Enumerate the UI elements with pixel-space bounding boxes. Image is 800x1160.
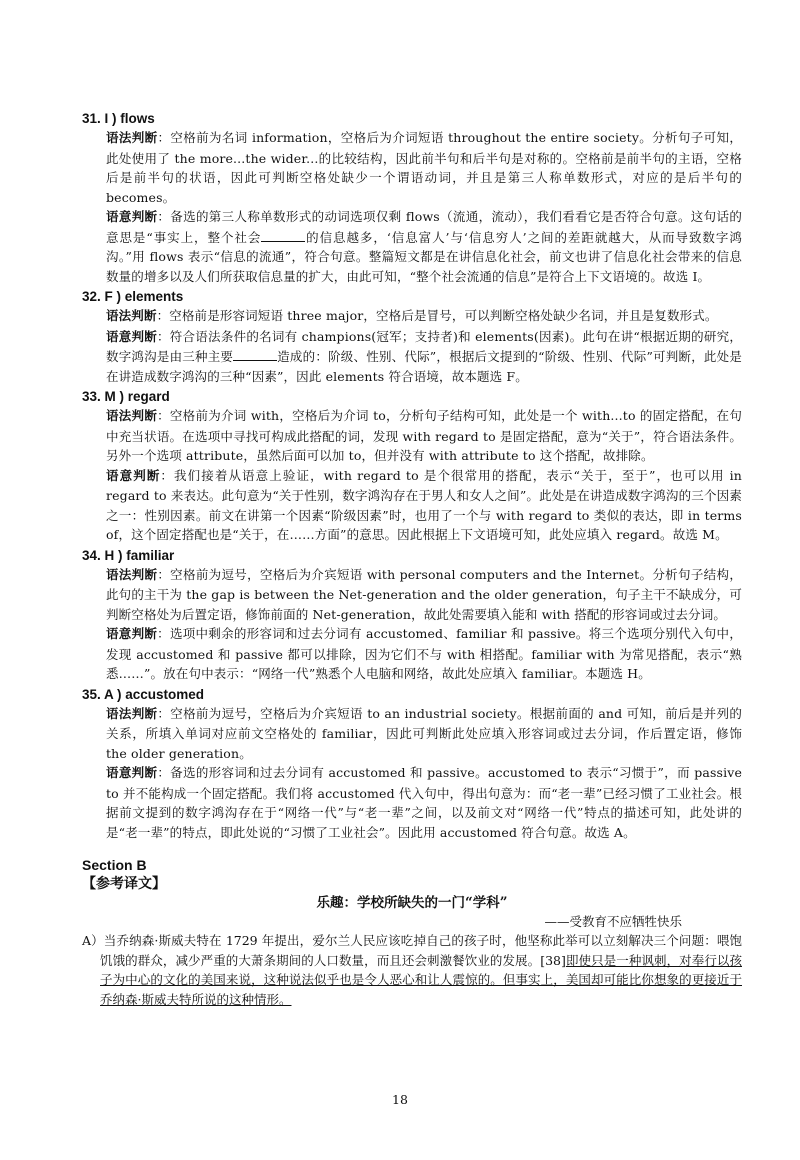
label: 语法判断 <box>106 567 158 582</box>
answer-heading: 34. H ) familiar <box>82 547 175 563</box>
text: ：备选的形容词和过去分词有 accustomed 和 passive。accustomed to 表示“习惯于”，而 passive to 并不能构成一个固定搭配。我们将 accustomed 代入句中，得出句意为：而“老一辈”已经习惯了工业社会。根据前文提到的数字鸿沟存在于“网络一代”与“老一辈”之间，以及前文对“网络一代”特点的描述可知，此处讲的是“老一辈”的特点，即此处说的“习惯了工业社会”。因此用 accustomed 符合句意。故选 A。 <box>106 765 742 840</box>
text: ：我们接着从语意上验证，with regard to 是个很常用的搭配，表示“关于，至于”，也可以用 in regard to 来表达。此句意为“关于性别，数字鸿沟存在于男人和女人之间”。此处是在讲造成数字鸿沟的三个因素之一：性别因素。前文在讲第一个因素“阶级因素”时，也用了一个与 with regard to 类似的表达，即 in terms of，这个固定搭配也是“关于，在……方面”的意思。因此根据上下文语境可知，此处应填入 regard。故选 M。 <box>106 467 742 542</box>
meaning-judgement <box>106 327 742 387</box>
blank-line <box>261 229 305 242</box>
text: ：空格前为介词 with，空格后为介词 to，分析句子结构可知，此处是一个 with...to 的固定搭配，在句中充当状语。在选项中寻找可构成此搭配的词，发现 with regard to 是固定搭配，意为“关于”，符合语法条件。另外一个选项 attribute，虽然后面可以加 to，但并没有 with attribute to 这个搭配，故排除。 <box>106 408 742 463</box>
meaning-judgement <box>106 207 742 286</box>
question-marker: [38] <box>540 952 566 968</box>
answer-block <box>82 387 742 545</box>
meaning-judgement <box>106 624 742 684</box>
text: ：空格前是形容词短语 three major，空格后是冒号，可以判断空格处缺少名词，并且是复数形式。 <box>156 308 718 323</box>
answer-heading: 31. I ) flows <box>82 111 155 126</box>
label: 语意判断 <box>106 766 158 780</box>
grammar-judgement <box>106 565 742 625</box>
grammar-judgement <box>106 406 742 466</box>
label: 语法判断 <box>106 131 158 145</box>
text: ：备选的第三人称单数形式的动词选项仅剩 flows（流通，流动），我们看看它是否符合句意。这句话的意思是“事实上，整个社会 <box>106 209 742 245</box>
section-title: Section B <box>82 857 147 873</box>
blank-line <box>233 348 277 361</box>
label: 语意判断 <box>106 468 161 483</box>
translation-label: 【参考译文】 <box>82 876 166 892</box>
page-number: 18 <box>392 1092 408 1107</box>
text: ：选项中剩余的形容词和过去分词有 accustomed、familiar 和 passive。将三个选项分别代入句中，发现 accustomed 和 passive 都可以排除，因为它们不与 with 相搭配。familiar with 为常见搭配，表示“熟悉……”。放在句中表示：“网络一代”熟悉个人电脑和网络，故此处应填入 familiar。本题选 H。 <box>106 626 742 681</box>
label: 语意判断 <box>106 210 158 224</box>
meaning-judgement <box>106 466 742 545</box>
section-b <box>82 856 742 1009</box>
answer-heading: 33. M ) regard <box>82 389 170 404</box>
text-continued: 的信息越多，‘信息富人’与‘信息穷人’之间的差距就越大，从而导致数字鸿沟。”用 flows 表示“信息的流通”，符合句意。整篇短文都是在讲信息化社会，前文也讲了信息化社会带来的信息数量的增多以及人们所获取信息量的扩大，由此可知，“整个社会流通的信息”是符合上下文语境的。故选 I。 <box>106 229 742 284</box>
text: ：空格前为名词 information，空格后为介词短语 throughout the entire society。分析句子可知，此处使用了 the more...the wider...的比较结构，因此前半句和后半句是对称的。空格前是前半句的主语，空格后是前半句的状语，因此可判断空格处缺少一个谓语动词，并且是第三人称单数形式，对应的是后半句的 becomes。 <box>106 130 743 205</box>
answer-heading: 32. F ) elements <box>82 289 184 304</box>
label: 语意判断 <box>106 627 158 641</box>
label: 语法判断 <box>106 309 157 323</box>
text: ：符合语法条件的名词有 champions(冠军；支持者)和 elements(因素)。此句在讲“根据近期的研究，数字鸿沟是由三种主要 <box>106 328 742 364</box>
answer-block <box>82 287 742 386</box>
answer-block <box>82 546 742 684</box>
grammar-judgement <box>106 306 742 327</box>
meaning-judgement <box>106 763 742 842</box>
text: A）当乔纳森·斯威夫特在 1729 年提出，爱尔兰人民应该吃掉自己的孩子时，他坚称此举可以立刻解决三个问题：喂饱饥饿的群众，减少严重的大萧条期间的人口数量，而且还会刺激餐饮业的发展。 <box>82 933 742 968</box>
text-continued: 造成的：阶级、性别、代际”，根据后文提到的“阶级、性别、代际”可判断，此处是在讲造成数字鸿沟的三种“因素”，因此 elements 符合语境，故本题选 F。 <box>106 349 742 384</box>
page-content <box>82 108 742 1009</box>
label: 语意判断 <box>106 329 158 344</box>
answer-block <box>82 685 742 843</box>
grammar-judgement <box>106 128 742 207</box>
translation-paragraph-a <box>82 931 742 1009</box>
article-subtitle: ——受教育不应牺牲快乐 <box>544 914 682 929</box>
answer-block <box>82 109 742 286</box>
grammar-judgement <box>106 704 742 764</box>
label: 语法判断 <box>106 706 158 721</box>
article-title: 乐趣：学校所缺失的一门“学科” <box>316 895 508 911</box>
answer-heading: 35. A ) accustomed <box>82 686 205 702</box>
text: ：空格前为逗号，空格后为介宾短语 to an industrial society。根据前面的 and 可知，前后是并列的关系，所填入单词对应前文空格处的 familiar，因此可判断此处应填入形容词或过去分词，作后置定语，修饰 the older generation。 <box>106 705 742 761</box>
label: 语法判断 <box>106 409 158 423</box>
underlined-text: 即使只是一种讽刺，对奉行以孩子为中心的文化的美国来说，这种说法似乎也是令人恶心和让人震惊的。但事实上，美国却可能比你想象的更接近于乔纳森·斯威夫特所说的这种情形。 <box>100 952 742 1007</box>
text: ：空格前为逗号，空格后为介宾短语 with personal computers and the Internet。分析句子结构，此句的主干为 the gap is between the Net-generation and the older generation，句子主干不缺成分，可判断空格处为后置定语，修饰前面的 Net-generation，故此处需要填入能和 with 搭配的形容词或过去分词。 <box>106 566 742 622</box>
